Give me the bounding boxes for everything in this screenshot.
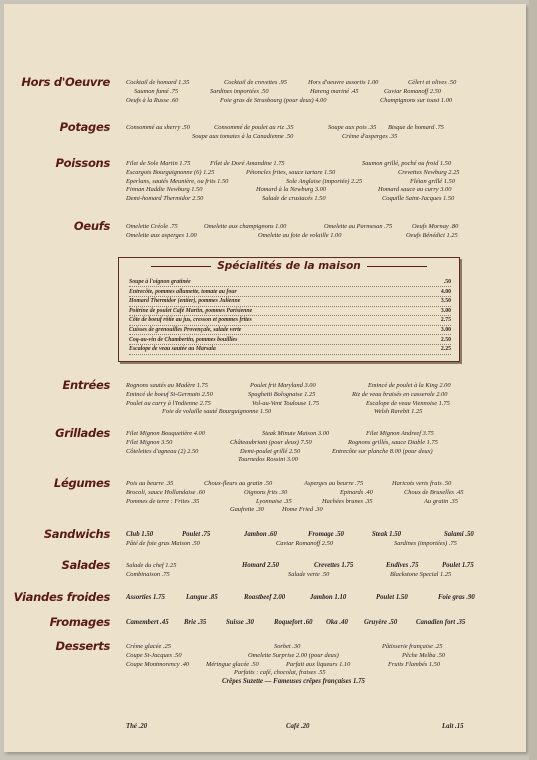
menu-item: Home Fried .30 xyxy=(282,506,323,514)
menu-item: Poulet .75 xyxy=(182,531,211,538)
beverage-item: Thé .20 xyxy=(126,723,148,730)
menu-item: Homard 2.50 xyxy=(242,562,280,569)
specialite-row xyxy=(129,278,451,286)
menu-item: Salade de crustacés 1.50 xyxy=(262,195,326,203)
specialite-price: 4.00 xyxy=(440,288,451,295)
specialite-row xyxy=(129,288,451,296)
specialite-name: Soupe à l'oignon gratinée xyxy=(129,279,191,285)
menu-item: Tournedos Rossini 3.00 xyxy=(238,456,298,464)
menu-line xyxy=(126,78,470,87)
menu-item: Consommé de poulet au riz .35 xyxy=(214,124,294,131)
menu-line xyxy=(126,447,470,456)
menu-item: Consommé au sherry .50 xyxy=(126,124,190,131)
menu-item: Fruits Flambés 1.50 xyxy=(388,660,441,668)
menu-item: Emincé de boeuf St-Germain 2.50 xyxy=(126,390,213,398)
menu-line xyxy=(126,381,470,390)
specialite-row xyxy=(129,326,451,334)
menu-item: Welsh Rarebit 1.25 xyxy=(374,408,423,416)
specialite-price: 3.50 xyxy=(440,298,451,305)
menu-item: Gaufrette .30 xyxy=(230,506,264,514)
menu-item: Emincé de poulet à la King 2.00 xyxy=(368,382,451,389)
menu-item: Haricots verts frais .50 xyxy=(392,480,452,487)
menu-line xyxy=(126,123,470,132)
menu-item: Epinards .40 xyxy=(340,488,373,496)
section-title-viandes: Viandes froides xyxy=(13,590,110,604)
menu-line xyxy=(126,488,470,497)
menu-item: Roastbeef 2.00 xyxy=(244,594,286,601)
menu-line xyxy=(126,132,470,141)
menu-line xyxy=(126,429,470,438)
menu-item: Homard à la Newburg 3.00 xyxy=(256,186,327,194)
menu-item: Au gratin .35 xyxy=(424,497,458,505)
menu-item: Coupe St-Jacques .50 xyxy=(126,651,182,659)
beverage-item: Lait .15 xyxy=(442,723,464,730)
menu-line xyxy=(126,618,470,627)
menu-item: Camembert .45 xyxy=(126,619,169,626)
menu-item: Salade verte .50 xyxy=(288,570,330,578)
specialites-title-text: Spécialités de la maison xyxy=(217,260,361,272)
menu-item: Suisse .30 xyxy=(226,619,254,626)
menu-item: Méringue glacée .50 xyxy=(206,660,259,668)
menu-line xyxy=(126,561,474,570)
menu-item: Soupe aux pois .35 xyxy=(328,124,377,131)
menu-item: Caviar Romanoff 2.50 xyxy=(384,87,441,95)
menu-item: Demi-homard Thermidor 2.50 xyxy=(126,195,204,203)
menu-item: Omelette au foie de volaille 1.00 xyxy=(258,231,342,239)
specialite-price: 2.75 xyxy=(440,317,451,324)
menu-line xyxy=(126,159,470,168)
menu-item: Filet de Sole Martin 1.75 xyxy=(126,160,191,167)
menu-line xyxy=(126,87,470,96)
menu-item: Omelette aux asperges 1.00 xyxy=(126,231,197,239)
menu-item: Combinaison .75 xyxy=(126,570,170,578)
specialite-price: 2.50 xyxy=(440,336,451,343)
menu-item: Oka .40 xyxy=(326,619,348,626)
section-title-hors: Hors d'Oeuvre xyxy=(21,75,110,89)
menu-item: Steak 1.50 xyxy=(372,531,402,538)
dotted-rule xyxy=(129,354,451,355)
menu-item: Fromage .50 xyxy=(308,531,344,538)
menu-item: Endives .75 xyxy=(386,562,419,569)
menu-item: Céleri et olives .50 xyxy=(408,79,457,86)
menu-item: Roquefort .60 xyxy=(274,619,313,626)
menu-item: Omelette Créole .75 xyxy=(126,223,178,230)
menu-item: Choux de Bruxelles .45 xyxy=(404,488,464,496)
menu-line xyxy=(126,96,470,105)
title-rule-left xyxy=(151,266,211,267)
specialites-box xyxy=(118,257,460,362)
specialite-row xyxy=(129,316,451,324)
specialite-price: 3.00 xyxy=(440,327,451,333)
menu-item: Cocktail de homard 1.35 xyxy=(126,79,190,86)
specialite-name: Coq-au-vin de Chambertin, pommes bouillies xyxy=(129,336,238,343)
page-edge xyxy=(529,0,537,760)
menu-line xyxy=(126,231,470,240)
beverage-item: Café .20 xyxy=(286,723,310,730)
menu-item: Foie gras .90 xyxy=(438,594,475,601)
menu-item: Oeufs Mornay .80 xyxy=(412,223,459,230)
menu-item: Lyonnaise .35 xyxy=(256,497,292,505)
menu-item: Foie gras de Strasbourg (pour deux) 4.00 xyxy=(220,96,327,104)
section-title-entrees: Entrées xyxy=(62,378,110,392)
menu-item: Crème d'asperges .35 xyxy=(342,132,398,140)
menu-item: Crème glacée .25 xyxy=(126,643,171,650)
menu-line xyxy=(126,593,475,602)
menu-line xyxy=(126,497,470,506)
menu-line xyxy=(126,651,470,660)
menu-item: Crevettes 1.75 xyxy=(314,562,354,569)
menu-item: Pâté de foie gras Maison .50 xyxy=(126,539,200,547)
section-title-potages: Potages xyxy=(59,120,110,134)
section-title-desserts: Desserts xyxy=(55,639,110,653)
specialite-row xyxy=(129,336,451,344)
section-title-grillades: Grillades xyxy=(55,426,110,440)
menu-item: Pâtisserie française .25 xyxy=(382,643,443,650)
menu-item: Blackstone Special 1.25 xyxy=(390,570,452,578)
specialite-row xyxy=(129,345,451,353)
menu-item: Oignons frits .30 xyxy=(244,488,288,496)
menu-item: Poulet 1.75 xyxy=(442,562,474,569)
menu-item: Demi-poulet grillé 2.50 xyxy=(240,447,301,455)
menu-item: Spaghetti Bolognaise 1.25 xyxy=(248,390,316,398)
menu-item: Oeufs à la Russe .60 xyxy=(126,96,179,104)
menu-item: Pommes de terre : Frites .35 xyxy=(126,497,200,505)
menu-item: Filet Mignon Bouquetière 4.00 xyxy=(126,430,205,437)
menu-line xyxy=(126,390,470,399)
menu-item: Côtelettes d'agneau (2) 2.50 xyxy=(126,447,199,455)
menu-item: Omelette au Parmesan .75 xyxy=(324,223,393,230)
menu-line xyxy=(126,530,474,539)
menu-item: Oeufs Bénédict 1.25 xyxy=(406,231,458,239)
menu-item: Escargots Bourguignonne (6) 1.25 xyxy=(126,168,215,176)
specialites-title xyxy=(119,260,459,274)
menu-item: Omelette Surprise 2.00 (pour deux) xyxy=(248,651,339,659)
menu-line xyxy=(126,677,470,686)
menu-item: Poulet frit Maryland 3.00 xyxy=(250,382,316,389)
menu-item: Hareng mariné .45 xyxy=(310,87,359,95)
menu-line xyxy=(126,194,470,203)
menu-item: Poulet 1.50 xyxy=(376,594,408,601)
menu-line xyxy=(126,438,470,447)
menu-line xyxy=(126,660,470,669)
menu-item: Crevettes Newburg 2.25 xyxy=(398,168,460,176)
menu-item: Saumon grillé, poché ou froid 1.50 xyxy=(362,160,452,167)
menu-item: Finnan Haddie Newburg 1.50 xyxy=(126,186,203,194)
menu-item: Jambon 1.10 xyxy=(310,594,347,601)
menu-item: Entrecôte sur planche 8.00 (pour deux) xyxy=(332,447,433,455)
menu-item: Caviar Romanoff 2.50 xyxy=(276,539,333,547)
specialite-price: .50 xyxy=(443,279,451,285)
menu-item: Filet Mignon Andreef 3.75 xyxy=(366,430,434,437)
menu-line xyxy=(126,570,470,579)
menu-line xyxy=(126,168,470,177)
menu-item: Assorties 1.75 xyxy=(126,594,165,601)
menu-item: Jambon .60 xyxy=(244,531,277,538)
menu-item: Gruyère .50 xyxy=(364,619,398,626)
beverages-line xyxy=(126,722,470,731)
menu-item: Choux-fleurs au gratin .50 xyxy=(204,480,273,487)
menu-line xyxy=(126,177,470,186)
menu-line xyxy=(126,505,470,514)
menu-line xyxy=(126,642,470,651)
menu-item: Escalope de veau Viennoise 1.75 xyxy=(366,399,450,407)
specialite-name: Poitrine de poulet Café Martin, pommes Parisienne xyxy=(129,307,253,314)
menu-line xyxy=(126,479,470,488)
menu-item: Brie .35 xyxy=(184,619,207,626)
menu-line xyxy=(126,407,470,416)
menu-item: Crêpes Suzette — Fameuses crêpes françaises 1.75 xyxy=(222,678,365,686)
menu-line xyxy=(126,185,470,194)
menu-line xyxy=(126,399,470,408)
menu-item: Riz de veau braisés en casserole 2.00 xyxy=(352,390,448,398)
menu-item: Sorbet .30 xyxy=(274,643,301,650)
specialite-name: Escalope de veau sautée au Marsala xyxy=(129,346,216,353)
menu-line xyxy=(126,539,470,548)
menu-item: Pêche Melba .50 xyxy=(402,651,446,659)
menu-line xyxy=(126,455,470,464)
menu-item: Flétan grillé 1.50 xyxy=(410,177,455,185)
menu-item: Asperges au beurre .75 xyxy=(304,480,364,487)
menu-item: Salami .50 xyxy=(444,531,474,538)
specialite-row xyxy=(129,307,451,315)
menu-item: Filet de Doré Amandine 1.75 xyxy=(210,160,285,167)
menu-item: Sole Anglaise (importée) 2.25 xyxy=(286,177,363,185)
menu-item: Hors d'oeuvre assortis 1.00 xyxy=(308,79,379,86)
specialite-name: Entrecôte, pommes allumette, tomate au four xyxy=(129,288,237,295)
menu-item: Coquille Saint-Jacques 1.50 xyxy=(382,195,455,203)
menu-item: Champignons sur toast 1.00 xyxy=(380,96,453,104)
section-title-legumes: Légumes xyxy=(53,476,110,490)
menu-item: Saumon fumé .75 xyxy=(134,87,179,95)
menu-item: Brocoli, sauce Hollandaise .60 xyxy=(126,488,206,496)
section-title-fromages: Fromages xyxy=(49,615,110,629)
title-rule-right xyxy=(367,266,427,267)
menu-item: Pétoncles frites, sauce tartare 1.50 xyxy=(246,168,336,176)
section-title-sandwichs: Sandwichs xyxy=(43,527,110,541)
menu-item: Châteaubriant (pour deux) 7.50 xyxy=(230,438,312,446)
menu-item: Sardines (importées) .75 xyxy=(394,539,457,547)
menu-item: Cocktail de crevettes .95 xyxy=(224,79,287,86)
section-title-salades: Salades xyxy=(61,558,110,572)
menu-item: Foie de volaille sauté Bourguignonne 1.50 xyxy=(162,408,272,416)
specialite-price: 2.25 xyxy=(440,346,451,353)
menu-line xyxy=(126,668,470,677)
menu-item: Canadien fort .35 xyxy=(416,619,466,626)
menu-item: Steak Minute Maison 3.00 xyxy=(262,430,330,437)
menu-item: Salade du chef 1.25 xyxy=(126,562,177,569)
menu-item: Rognons grillés, sauce Diable 1.75 xyxy=(348,438,438,446)
menu-item: Parfaits : café, chocolat, fraises .55 xyxy=(234,669,326,677)
menu-item: Omelette aux champignons 1.00 xyxy=(204,223,287,230)
specialite-name: Côte de boeuf rôtie au jus, cresson et pommes frites xyxy=(129,317,252,324)
menu-item: Hachées brunes .35 xyxy=(322,497,373,505)
menu-item: Eperlans, sautés Meunière, ou frits 1.50 xyxy=(126,177,229,185)
menu-item: Soupe aux tomates à la Canadienne .50 xyxy=(192,132,294,140)
menu-item: Poulet au curry à l'Indienne 2.75 xyxy=(126,399,211,407)
specialite-name: Homard Thermidor (entier), pommes Julienne xyxy=(129,298,241,305)
menu-item: Sardines importées .50 xyxy=(210,87,269,95)
section-title-poissons: Poissons xyxy=(55,156,110,170)
specialite-name: Cuisses de grenouilles Provençale, salade verte xyxy=(129,327,242,333)
menu-item: Homard sauce au curry 3.00 xyxy=(378,186,452,194)
section-title-oeufs: Oeufs xyxy=(73,219,110,233)
menu-item: Vol-au-Vent Toulouse 1.75 xyxy=(252,399,320,407)
menu-item: Filet Mignon 3.50 xyxy=(126,438,173,446)
menu-line xyxy=(126,222,470,231)
menu-item: Club 1.50 xyxy=(126,531,154,538)
specialite-price: 3.00 xyxy=(440,307,451,314)
menu-item: Pois au beurre .35 xyxy=(126,480,174,487)
menu-item: Rognons sautés au Madère 1.75 xyxy=(126,382,208,389)
specialite-row xyxy=(129,297,451,305)
menu-item: Parfait aux liqueurs 1.10 xyxy=(286,660,351,668)
menu-item: Coupe Montmorency .40 xyxy=(126,660,190,668)
menu-item: Langue .85 xyxy=(186,594,218,601)
menu-item: Bisque de homard .75 xyxy=(388,124,444,131)
